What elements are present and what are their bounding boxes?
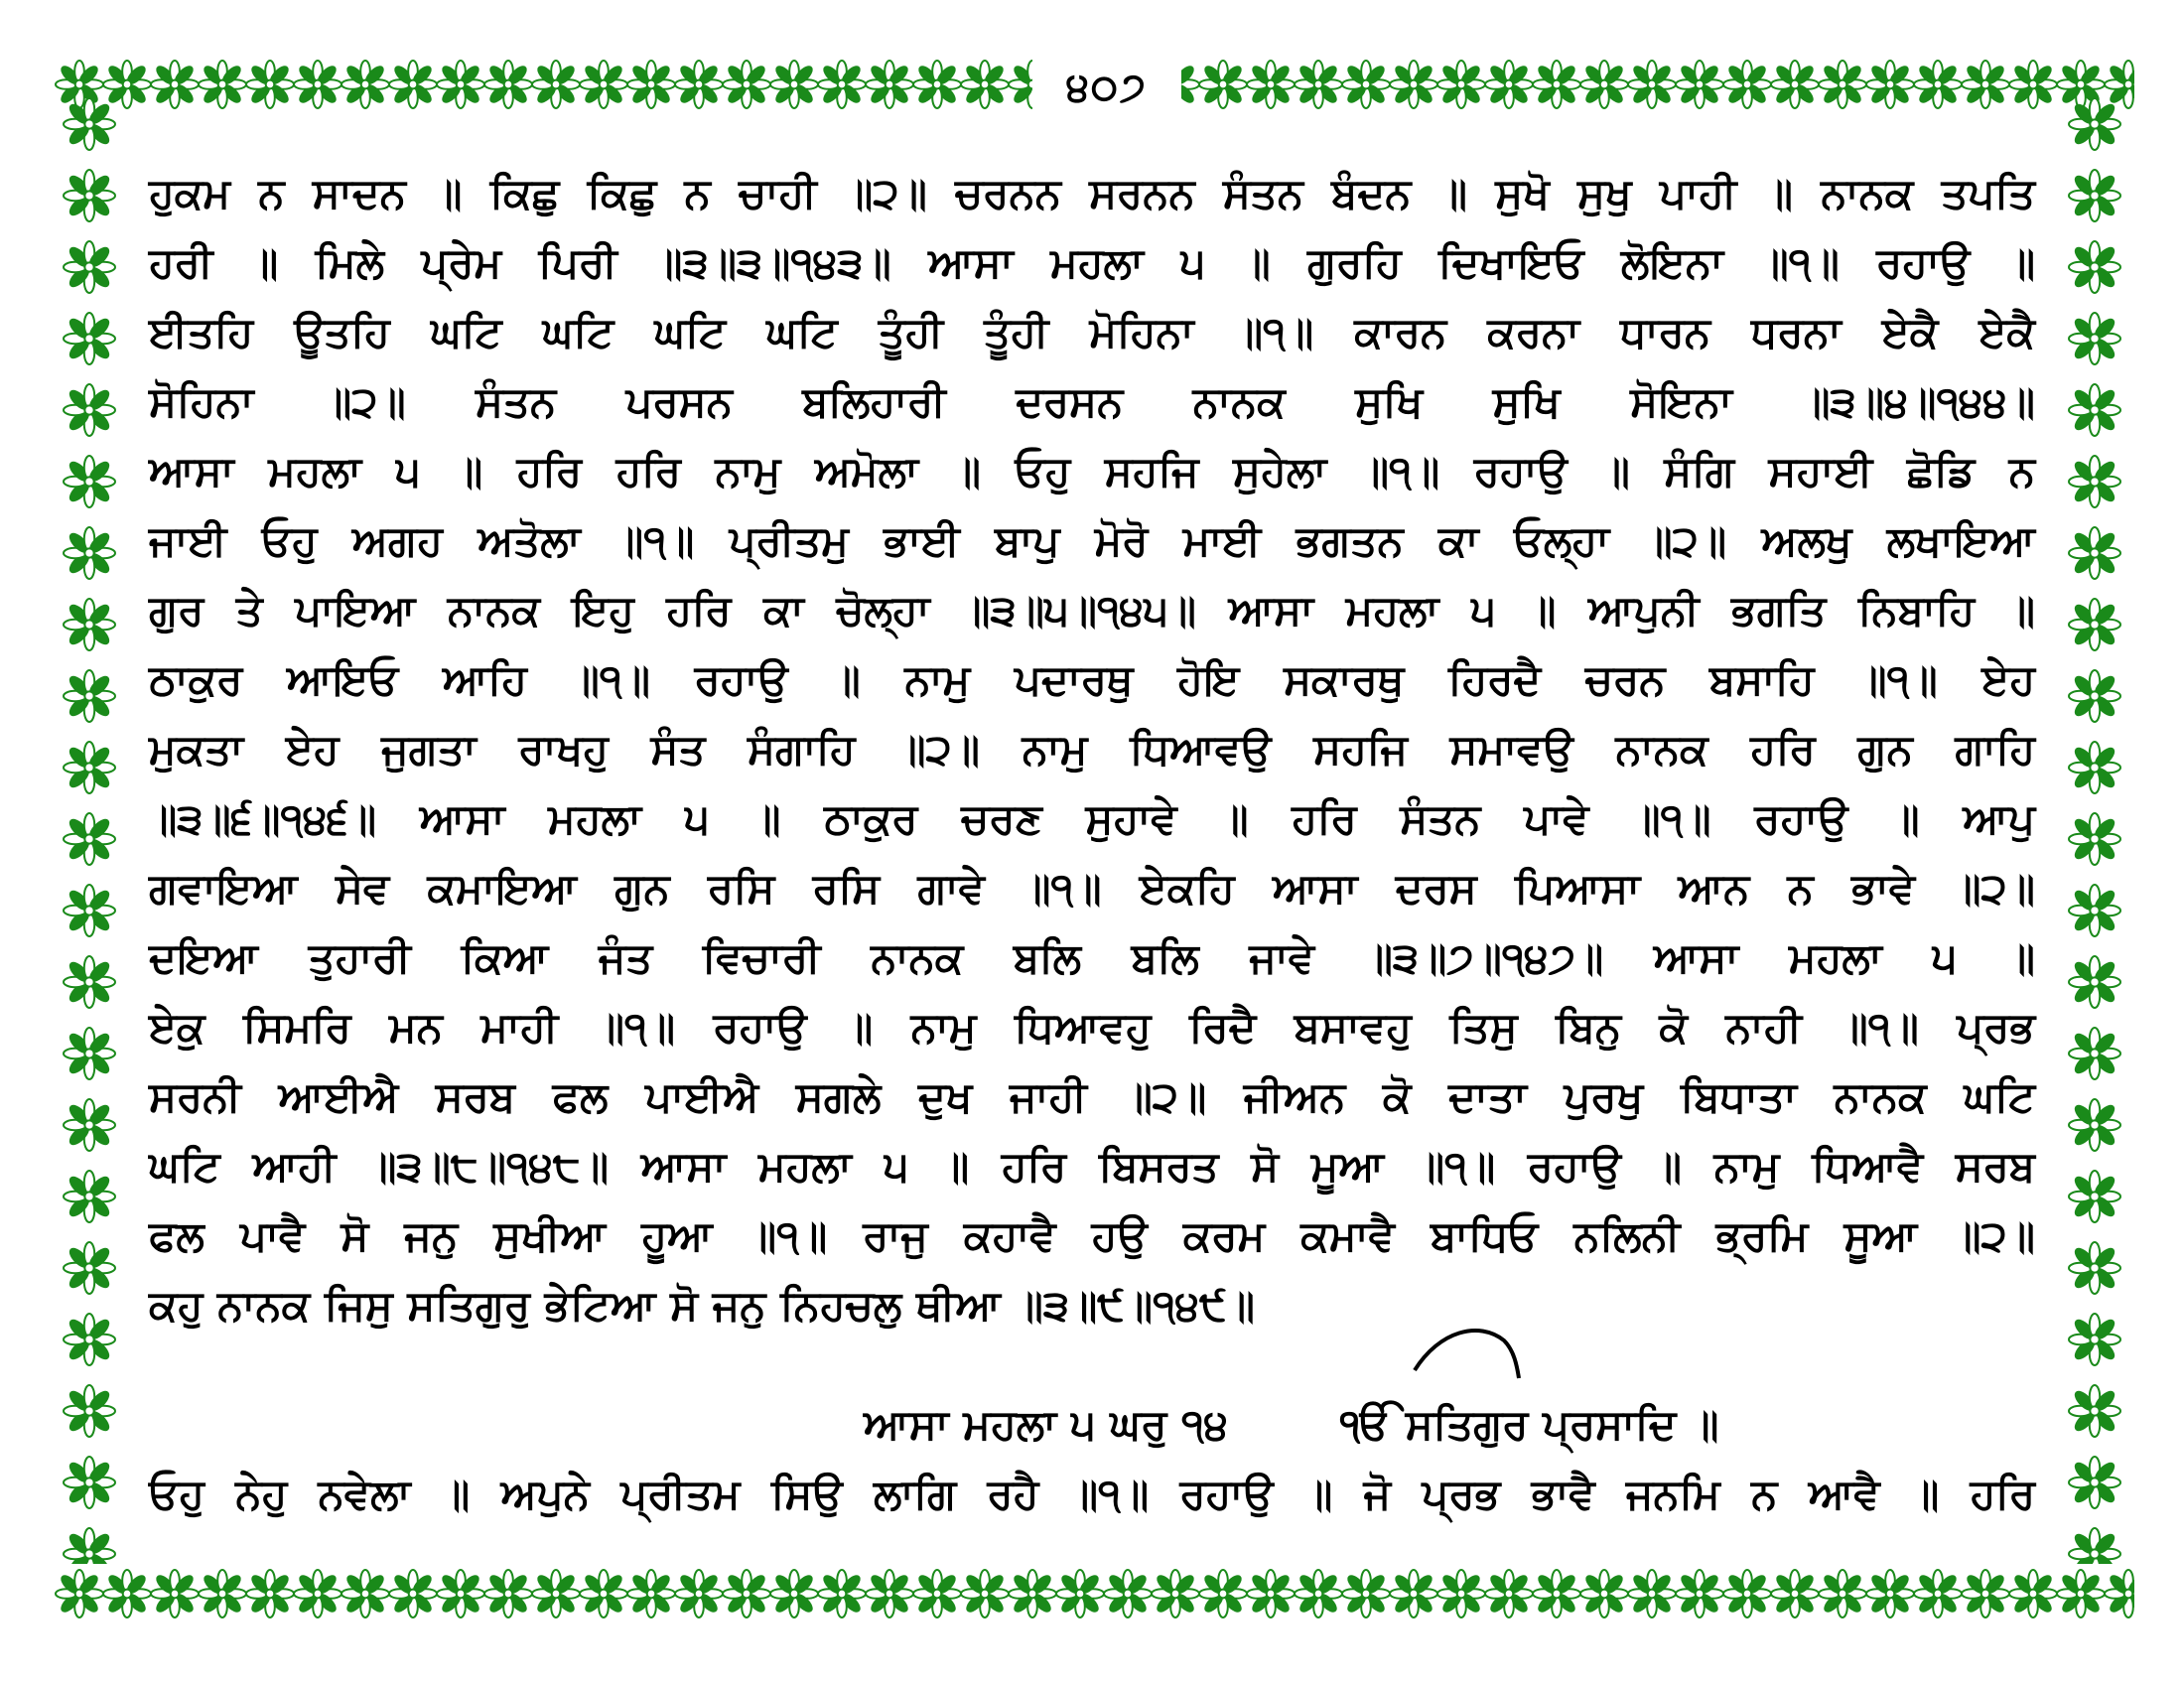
text-line: ਕਹੁ ਨਾਨਕ ਜਿਸੁ ਸਤਿਗੁਰੁ ਭੇਟਿਆ ਸੋ ਜਨੁ ਨਿਹਚਲੁ ਥੀਆ ॥੩॥੯॥੧੪੯॥ xyxy=(149,1281,1255,1330)
flower-icon xyxy=(1104,1570,1152,1618)
text-line: ਜਾਈ ਓਹੁ ਅਗਹ ਅਤੋਲਾ ॥੧॥ ਪ੍ਰੀਤਮੁ ਭਾਈ ਬਾਪੁ ਮੋਰੋ ਮਾਈ ਭਗਤਨ ਕਾ ਓਲ੍ਹਾ ॥੨॥ ਅਲਖੁ ਲਖਾਇਆ xyxy=(149,516,2035,565)
flower-icon xyxy=(64,599,115,650)
mool-mantar-heading: ੴ ਸਤਿਗੁਰ ਪ੍ਰਸਾਦਿ ॥ xyxy=(1340,1400,1719,1449)
flower-icon xyxy=(64,456,115,507)
floral-border-bottom xyxy=(50,1554,2134,1633)
flower-icon xyxy=(1533,61,1580,108)
flower-icon xyxy=(1676,61,1723,108)
flower-icon xyxy=(2069,384,2120,436)
flower-icon xyxy=(532,61,580,108)
flower-icon xyxy=(64,885,115,936)
flower-icon xyxy=(1771,61,1819,108)
text-line: ਸੋਹਿਨਾ ॥੨॥ ਸੰਤਨ ਪਰਸਨ ਬਲਿਹਾਰੀ ਦਰਸਨ ਨਾਨਕ ਸੁਖਿ ਸੁਖਿ ਸੋਇਨਾ ॥੩॥੪॥੧੪੪॥ xyxy=(149,377,2035,426)
flower-icon xyxy=(2069,527,2120,579)
flower-icon xyxy=(1152,1570,1199,1618)
flower-icon xyxy=(675,1570,723,1618)
flower-icon xyxy=(389,1570,437,1618)
flower-icon xyxy=(913,61,961,108)
flower-icon xyxy=(389,61,437,108)
flower-icon xyxy=(246,61,294,108)
flower-icon xyxy=(1819,61,1866,108)
flower-icon xyxy=(1771,1570,1819,1618)
flower-icon xyxy=(627,1570,675,1618)
flower-icon xyxy=(1485,61,1533,108)
flower-icon xyxy=(1247,1570,1295,1618)
flower-icon xyxy=(151,61,199,108)
flower-icon xyxy=(56,1570,103,1618)
flower-icon xyxy=(723,61,770,108)
flower-icon xyxy=(1056,1570,1104,1618)
flower-icon xyxy=(64,1457,115,1508)
flower-icon xyxy=(2057,1570,2105,1618)
flower-icon xyxy=(770,1570,818,1618)
flower-icon xyxy=(2009,1570,2057,1618)
flower-icon xyxy=(437,1570,484,1618)
flower-icon xyxy=(627,61,675,108)
section-end-mark xyxy=(1410,1321,1529,1380)
flower-icon xyxy=(64,1528,115,1564)
flower-icon-row-bottom xyxy=(50,1554,2134,1633)
flower-icon xyxy=(1580,61,1628,108)
flower-icon xyxy=(961,61,1009,108)
text-line: ਠਾਕੁਰ ਆਇਓ ਆਹਿ ॥੧॥ ਰਹਾਉ ॥ ਨਾਮੁ ਪਦਾਰਥੁ ਹੋਇ ਸਕਾਰਥੁ ਹਿਰਦੈ ਚਰਨ ਬਸਾਹਿ ॥੧॥ ਏਹ xyxy=(149,655,2035,704)
flower-icon xyxy=(1437,61,1485,108)
flower-icon-column-left xyxy=(50,94,129,1564)
section-heading: ਆਸਾ ਮਹਲਾ ੫ ਘਰੁ ੧੪ xyxy=(864,1400,1229,1449)
flower-icon xyxy=(1295,1570,1342,1618)
text-line: ਗੁਰ ਤੇ ਪਾਇਆ ਨਾਨਕ ਇਹੁ ਹਰਿ ਕਾ ਚੋਲ੍ਹਾ ॥੩॥੫॥੧੪੫॥ ਆਸਾ ਮਹਲਾ ੫ ॥ ਆਪੁਨੀ ਭਗਤਿ ਨਿਬਾਹਿ ॥ xyxy=(149,586,2035,634)
flower-icon xyxy=(64,527,115,579)
flower-icon xyxy=(2069,1457,2120,1508)
flower-icon xyxy=(2069,1385,2120,1437)
flower-icon xyxy=(103,1570,151,1618)
flower-icon xyxy=(818,61,866,108)
flower-icon xyxy=(2069,1314,2120,1365)
flower-icon xyxy=(961,1570,1009,1618)
flower-icon xyxy=(1247,61,1295,108)
text-line: ਆਸਾ ਮਹਲਾ ੫ ॥ ਹਰਿ ਹਰਿ ਨਾਮੁ ਅਮੋਲਾ ॥ ਓਹੁ ਸਹਜਿ ਸੁਹੇਲਾ ॥੧॥ ਰਹਾਉ ॥ ਸੰਗਿ ਸਹਾਈ ਛੋਡਿ ਨ xyxy=(149,447,2035,495)
flower-icon xyxy=(2069,456,2120,507)
flower-icon xyxy=(1580,1570,1628,1618)
flower-icon xyxy=(64,313,115,364)
flower-icon xyxy=(64,742,115,793)
flower-icon xyxy=(1866,61,1914,108)
flower-icon xyxy=(2069,742,2120,793)
flower-icon xyxy=(2069,599,2120,650)
flower-icon xyxy=(1342,61,1390,108)
flower-icon xyxy=(64,1099,115,1151)
flower-icon xyxy=(246,1570,294,1618)
flower-icon-column-right xyxy=(2055,94,2134,1564)
flower-icon xyxy=(1485,1570,1533,1618)
flower-icon xyxy=(341,61,389,108)
text-line: ਫਲ ਪਾਵੈ ਸੋ ਜਨੁ ਸੁਖੀਆ ਹੂਆ ॥੧॥ ਰਾਜੁ ਕਹਾਵੈ ਹਉ ਕਰਮ ਕਮਾਵੈ ਬਾਧਿਓ ਨਲਿਨੀ ਭ੍ਰਮਿ ਸੂਆ ॥੨॥ xyxy=(149,1211,2035,1260)
flower-icon xyxy=(1437,1570,1485,1618)
flower-icon xyxy=(1962,61,2009,108)
flower-icon xyxy=(64,1028,115,1079)
flower-icon xyxy=(1295,61,1342,108)
flower-icon xyxy=(294,1570,341,1618)
flower-icon xyxy=(64,956,115,1008)
flower-icon xyxy=(675,61,723,108)
flower-icon xyxy=(64,241,115,293)
flower-icon xyxy=(64,1314,115,1365)
flower-icon xyxy=(2069,98,2120,150)
text-line: ਓਹੁ ਨੇਹੁ ਨਵੇਲਾ ॥ ਅਪੁਨੇ ਪ੍ਰੀਤਮ ਸਿਉ ਲਾਗਿ ਰਹੈ ॥੧॥ ਰਹਾਉ ॥ ਜੋ ਪ੍ਰਭ ਭਾਵੈ ਜਨਮਿ ਨ ਆਵੈ ॥ ਹਰਿ xyxy=(149,1470,2035,1518)
flower-icon xyxy=(1390,61,1437,108)
flower-icon xyxy=(2069,1099,2120,1151)
flower-icon xyxy=(1628,61,1676,108)
flower-icon xyxy=(2069,956,2120,1008)
text-line: ਹਰੀ ॥ ਮਿਲੇ ਪ੍ਰੇਮ ਪਿਰੀ ॥੩॥੩॥੧੪੩॥ ਆਸਾ ਮਹਲਾ ੫ ॥ ਗੁਰਹਿ ਦਿਖਾਇਓ ਲੋਇਨਾ ॥੧॥ ਰਹਾਉ ॥ xyxy=(149,238,2035,287)
flower-icon xyxy=(532,1570,580,1618)
flower-icon xyxy=(64,98,115,150)
flower-icon xyxy=(913,1570,961,1618)
flower-icon xyxy=(2069,1242,2120,1294)
floral-border-right xyxy=(2055,94,2134,1564)
flower-icon xyxy=(151,1570,199,1618)
flower-icon xyxy=(64,670,115,722)
text-line: ਗਵਾਇਆ ਸੇਵ ਕਮਾਇਆ ਗੁਨ ਰਸਿ ਰਸਿ ਗਾਵੇ ॥੧॥ ਏਕਹਿ ਆਸਾ ਦਰਸ ਪਿਆਸਾ ਆਨ ਨ ਭਾਵੇ ॥੨॥ xyxy=(149,864,2035,913)
flower-icon xyxy=(1390,1570,1437,1618)
flower-icon xyxy=(199,61,246,108)
flower-icon xyxy=(1199,61,1247,108)
flower-icon xyxy=(770,61,818,108)
flower-icon xyxy=(2069,670,2120,722)
flower-icon xyxy=(2069,1028,2120,1079)
flower-icon xyxy=(2069,313,2120,364)
flower-icon xyxy=(580,1570,627,1618)
flower-icon xyxy=(2069,813,2120,865)
text-line: ਈਤਹਿ ਊਤਹਿ ਘਟਿ ਘਟਿ ਘਟਿ ਘਟਿ ਤੂੰਹੀ ਤੂੰਹੀ ਮੋਹਿਨਾ ॥੧॥ ਕਾਰਨ ਕਰਨਾ ਧਾਰਨ ਧਰਨਾ ਏਕੈ ਏਕੈ xyxy=(149,308,2035,356)
flower-icon xyxy=(199,1570,246,1618)
flower-icon xyxy=(64,1385,115,1437)
flower-icon xyxy=(2105,1570,2134,1618)
page-number: ੪੦੭ xyxy=(1032,58,1181,117)
flower-icon xyxy=(2009,61,2057,108)
flower-icon xyxy=(1866,1570,1914,1618)
flower-icon xyxy=(1914,61,1962,108)
flower-icon xyxy=(294,61,341,108)
flower-icon xyxy=(64,1242,115,1294)
flower-icon xyxy=(1819,1570,1866,1618)
flower-icon xyxy=(1962,1570,2009,1618)
text-line: ਸਰਨੀ ਆਈਐ ਸਰਬ ਫਲ ਪਾਈਐ ਸਗਲੇ ਦੁਖ ਜਾਹੀ ॥੨॥ ਜੀਅਨ ਕੋ ਦਾਤਾ ਪੁਰਖੁ ਬਿਧਾਤਾ ਨਾਨਕ ਘਟਿ xyxy=(149,1072,2035,1121)
flower-icon xyxy=(1009,1570,1056,1618)
flower-icon xyxy=(1342,1570,1390,1618)
flower-icon xyxy=(64,1171,115,1222)
flower-icon xyxy=(484,61,532,108)
flower-icon xyxy=(484,1570,532,1618)
flower-icon xyxy=(2069,1171,2120,1222)
flower-icon xyxy=(2069,241,2120,293)
flower-icon xyxy=(64,813,115,865)
flower-icon xyxy=(1914,1570,1962,1618)
flower-icon xyxy=(723,1570,770,1618)
flower-icon xyxy=(2069,170,2120,221)
flower-icon xyxy=(64,170,115,221)
flower-icon xyxy=(1676,1570,1723,1618)
text-line: ਦਇਆ ਤੁਹਾਰੀ ਕਿਆ ਜੰਤ ਵਿਚਾਰੀ ਨਾਨਕ ਬਲਿ ਬਲਿ ਜਾਵੇ ॥੩॥੭॥੧੪੭॥ ਆਸਾ ਮਹਲਾ ੫ ॥ xyxy=(149,933,2035,982)
flower-icon xyxy=(1723,61,1771,108)
flower-icon xyxy=(866,1570,913,1618)
flower-icon xyxy=(1199,1570,1247,1618)
flower-icon xyxy=(580,61,627,108)
text-line: ਘਟਿ ਆਹੀ ॥੩॥੮॥੧੪੮॥ ਆਸਾ ਮਹਲਾ ੫ ॥ ਹਰਿ ਬਿਸਰਤ ਸੋ ਮੂਆ ॥੧॥ ਰਹਾਉ ॥ ਨਾਮੁ ਧਿਆਵੈ ਸਰਬ xyxy=(149,1142,2035,1191)
flower-icon xyxy=(818,1570,866,1618)
flower-icon xyxy=(866,61,913,108)
scripture-text xyxy=(149,159,2035,1340)
text-line: ਹੁਕਮ ਨ ਸਾਦਨ ॥ ਕਿਛੁ ਕਿਛੁ ਨ ਚਾਹੀ ॥੨॥ ਚਰਨਨ ਸਰਨਨ ਸੰਤਨ ਬੰਦਨ ॥ ਸੁਖੋ ਸੁਖੁ ਪਾਹੀ ॥ ਨਾਨਕ ਤਪਤਿ xyxy=(149,169,2035,217)
flower-icon xyxy=(64,384,115,436)
text-line: ॥੩॥੬॥੧੪੬॥ ਆਸਾ ਮਹਲਾ ੫ ॥ ਠਾਕੁਰ ਚਰਣ ਸੁਹਾਵੇ ॥ ਹਰਿ ਸੰਤਨ ਪਾਵੇ ॥੧॥ ਰਹਾਉ ॥ ਆਪੁ xyxy=(149,794,2035,843)
flower-icon xyxy=(437,61,484,108)
flower-icon xyxy=(341,1570,389,1618)
flower-icon xyxy=(1533,1570,1580,1618)
flower-icon xyxy=(1628,1570,1676,1618)
floral-border-left xyxy=(50,94,129,1564)
flower-icon xyxy=(2069,1528,2120,1564)
text-line: ਮੁਕਤਾ ਏਹ ਜੁਗਤਾ ਰਾਖਹੁ ਸੰਤ ਸੰਗਾਹਿ ॥੨॥ ਨਾਮੁ ਧਿਆਵਉ ਸਹਜਿ ਸਮਾਵਉ ਨਾਨਕ ਹਰਿ ਗੁਨ ਗਾਹਿ xyxy=(149,725,2035,774)
flower-icon xyxy=(2069,885,2120,936)
text-line: ਏਕੁ ਸਿਮਰਿ ਮਨ ਮਾਹੀ ॥੧॥ ਰਹਾਉ ॥ ਨਾਮੁ ਧਿਆਵਹੁ ਰਿਦੈ ਬਸਾਵਹੁ ਤਿਸੁ ਬਿਨੁ ਕੋ ਨਾਹੀ ॥੧॥ ਪ੍ਰਭ xyxy=(149,1003,2035,1052)
flower-icon xyxy=(1723,1570,1771,1618)
